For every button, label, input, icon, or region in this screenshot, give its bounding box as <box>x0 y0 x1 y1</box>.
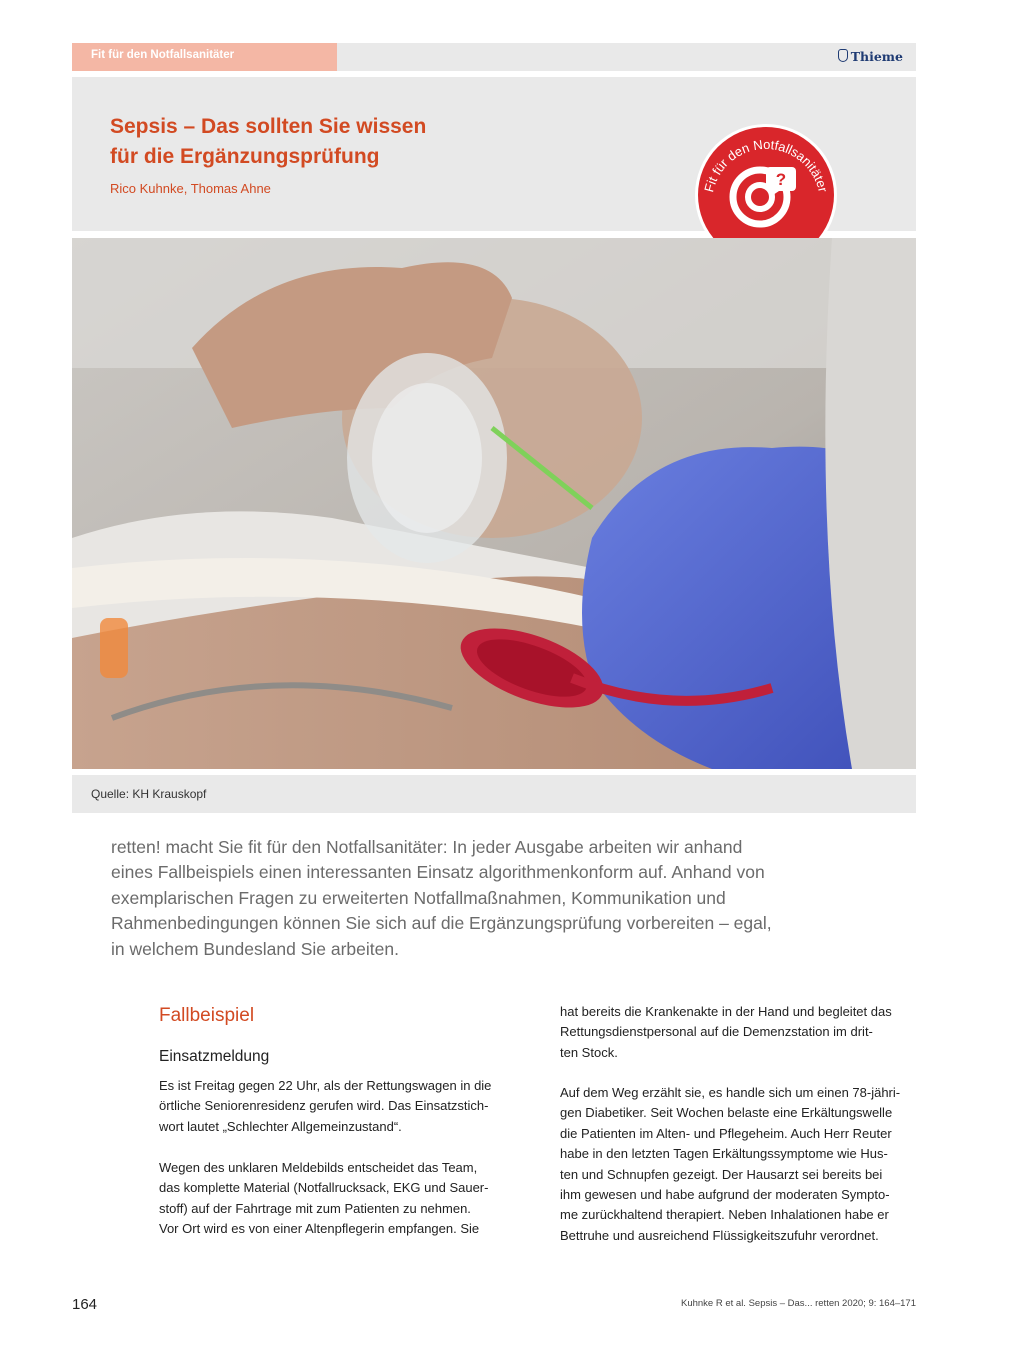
section-label <box>72 43 337 71</box>
body-line: gen Diabetiker. Seit Wochen belaste eine Erkältungswelle <box>560 1105 893 1121</box>
section-heading: Fallbeispiel <box>159 1005 255 1026</box>
thieme-crest-icon <box>838 49 848 62</box>
body-line: hat bereits die Krankenakte in der Hand und begleitet das <box>560 1004 892 1019</box>
intro-line: exemplarischen Fragen zu erweiterten Notfallmaßnahmen, Kommunikation und <box>111 887 726 908</box>
body-line: Rettungsdienstpersonal auf die Demenzstation im drit- <box>560 1024 873 1040</box>
body-line: habe in den letzten Tagen Erkältungssymptome wie Hus- <box>560 1146 888 1162</box>
article-title-line: für die Ergänzungsprüfung <box>110 145 380 168</box>
svg-text:?: ? <box>775 170 787 189</box>
intro-line: eines Fallbeispiels einen interessanten Einsatz algorithmenkonform auf. Anhand von <box>111 862 765 883</box>
article-authors: Rico Kuhnke, Thomas Ahne <box>110 181 271 196</box>
body-line: örtliche Seniorenresidenz gerufen wird. Das Einsatzstich- <box>159 1098 489 1114</box>
body-line: ihm gewesen und habe aufgrund der moderaten Sympto- <box>560 1187 890 1203</box>
body-paragraph <box>159 1158 488 1240</box>
intro-line: retten! macht Sie fit für den Notfallsanitäter: In jeder Ausgabe arbeiten wir anhand <box>111 837 743 857</box>
publisher-name: Thieme <box>850 49 903 64</box>
body-line: Es ist Freitag gegen 22 Uhr, als der Rettungswagen in die <box>159 1078 492 1093</box>
section-label-text: Fit für den Notfallsanitäter <box>91 49 235 61</box>
publisher-logo <box>838 49 903 64</box>
stethoscope-patient-photo <box>72 238 916 769</box>
body-paragraph <box>159 1076 491 1137</box>
body-line: me zurückhaltend therapiert. Neben Inhalationen habe er <box>560 1207 889 1223</box>
article-title-line: Sepsis – Das sollten Sie wissen <box>110 115 427 138</box>
body-line: stoff) auf der Fahrtrage mit zum Patienten zu nehmen. <box>159 1200 471 1216</box>
photo-caption-panel <box>72 775 916 813</box>
body-line: ten und Schnupfen gezeigt. Der Hausarzt sei bereits bei <box>560 1166 883 1182</box>
body-line: Bettruhe und ausreichend Flüssigkeitszufuhr verordnet. <box>560 1227 879 1243</box>
subsection-heading: Einsatzmeldung <box>159 1048 270 1065</box>
citation: Kuhnke R et al. Sepsis – Das... retten 2020; 9: 164–171 <box>680 1298 916 1309</box>
body-line: Wegen des unklaren Meldebilds entscheidet das Team, <box>159 1160 478 1175</box>
article-title <box>110 112 670 172</box>
page-number: 164 <box>72 1296 98 1313</box>
body-line: die Patienten im Alten- und Pflegeheim. Auch Herr Reuter <box>560 1125 892 1141</box>
body-line: das komplette Material (Notfallrucksack, EKG und Sauer- <box>159 1180 489 1196</box>
badge-ring-text: Fit für den Notfallsanitäter <box>701 136 831 194</box>
intro-line: Rahmenbedingungen können Sie sich auf die Ergänzungsprüfung vorbereiten – egal, <box>111 913 772 934</box>
body-line: wort lautet „Schlechter Allgemeinzustand“. <box>159 1118 402 1134</box>
body-paragraph <box>560 1083 900 1246</box>
intro-line: in welchem Bundesland Sie arbeiten. <box>111 938 399 959</box>
body-line: ten Stock. <box>560 1044 618 1060</box>
body-line: Vor Ort wird es von einer Altenpflegerin empfangen. Sie <box>159 1221 480 1237</box>
body-paragraph <box>560 1002 892 1063</box>
intro-paragraph <box>111 835 811 962</box>
body-line: Auf dem Weg erzählt sie, es handle sich um einen 78-jähri- <box>560 1085 901 1100</box>
photo-caption: Quelle: KH Krauskopf <box>91 787 207 801</box>
